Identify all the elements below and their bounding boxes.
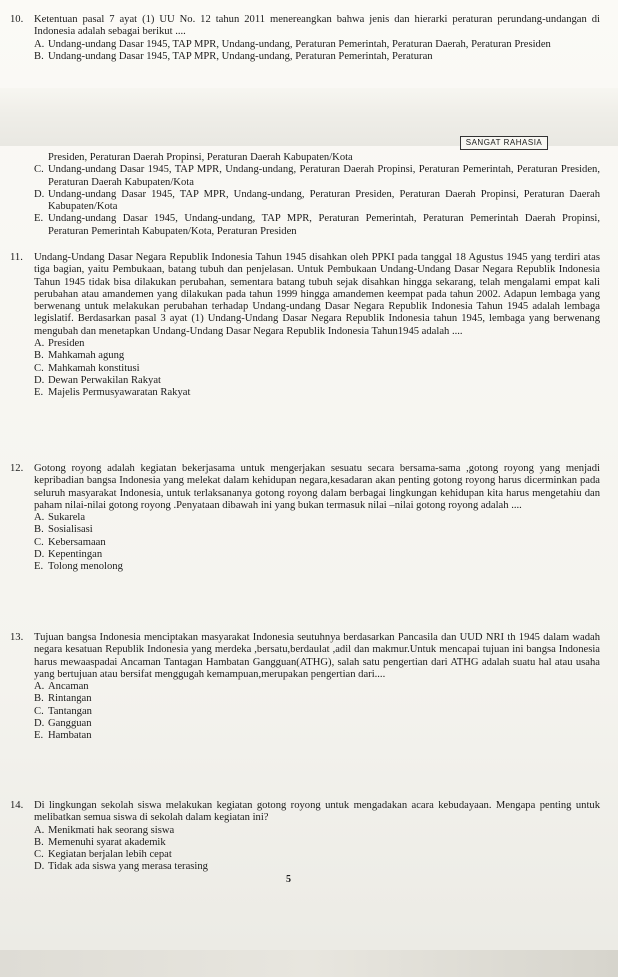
option-letter: E.	[34, 730, 44, 742]
option-text: Presiden	[48, 338, 85, 350]
option-text: Kepentingan	[48, 549, 103, 561]
option-text: Undang-undang Dasar 1945, TAP MPR, Undang-undang, Peraturan Daerah Propinsi, Peraturan Pemerintah, Peraturan Presiden, Peraturan Daerah Kabupaten/Kota	[48, 164, 600, 188]
option-text: Mahkamah agung	[48, 350, 125, 362]
option-c[interactable]	[34, 164, 600, 189]
confidential-stamp: SANGAT RAHASIA	[460, 136, 548, 150]
option-letter: A.	[34, 681, 45, 693]
option-text: Dewan Perwakilan Rakyat	[48, 374, 161, 386]
option-d[interactable]	[34, 375, 600, 387]
option-text: Ancaman	[48, 681, 89, 693]
option-d[interactable]	[34, 189, 600, 214]
option-text: Hambatan	[48, 730, 92, 742]
option-text: Tantangan	[48, 705, 92, 717]
option-list	[34, 39, 600, 64]
option-e[interactable]	[34, 387, 600, 399]
option-letter: B.	[34, 524, 44, 536]
option-text: Kebersamaan	[48, 536, 106, 548]
option-letter: C.	[34, 849, 44, 861]
question-text: Gotong royong adalah kegiatan bekerjasama untuk mengerjakan sesuatu secara bersama-sama ,gotong royong yang menjadi kepribadian bangsa Indonesia yang melekat dalam kehidupan negara,kesadaran akan penting gotong royong harus dicerminkan pada seluruh masyarakat Indonesia, untuk terlaksananya gotong royong dalam berbagai lingkungan kehidupan kita harus mengetahiu dan paham nilai-nilai gotong royong .Penyataan dibawah ini yang bukan termasuk nilai –nilai gotong royong adalah ....	[34, 463, 600, 511]
question-text: Ketentuan pasal 7 ayat (1) UU No. 12 tahun 2011 menereangkan bahwa jenis dan hierarki peraturan perundang-undangan di Indonesia adalah sebagai berikut ....	[34, 14, 600, 38]
option-text: Undang-undang Dasar 1945, TAP MPR, Undang-undang, Peraturan Presiden, Peraturan Daerah Propinsi, Peraturan Daerah Kabupaten/Kota	[48, 188, 600, 213]
question-number: 12.	[10, 463, 24, 474]
option-letter: D.	[34, 861, 45, 873]
underlying-paper-edge	[0, 950, 618, 977]
option-letter: D.	[34, 549, 45, 561]
question-13	[10, 632, 600, 743]
question-text: Undang-Undang Dasar Negara Republik Indonesia Tahun 1945 disahkan oleh PPKI pada tanggal 18 Agustus 1945 yang terdiri atas tiga bagian, yaitu Pembukaan, batang tubuh dan penjelasan. Untuk Pembukaan Undang-Undang Dasar Negara Republik Indonesia Tahun 1945 tidak bisa dilakukan perubahan, sementara batang tubuh sejak disahkan hingga sekarang, telah mengalami empat kali perubahan atau amandemen yang dilakukan pada tahun 1999 hingga amandemen keempat pada tahun 2002. Adapun lembaga yang berwenang untuk melakukan perubahan terhadap Undang-undang Dasar Negara Republik Indonesia Tahun 1945 adalah lembaga legislatif. Berdasarkan pasal 3 ayat (1) Undang-Undang Dasar Negara Republik Indonesia tahun 1945, lembaga yang berwenang mengubah dan menetapkan Undang-Undang Dasar Negara Republik Indonesia Tahun1945 adalah ....	[34, 252, 600, 337]
option-letter: C.	[34, 705, 44, 717]
option-letter: C.	[34, 536, 44, 548]
question-10	[10, 14, 600, 63]
option-b[interactable]	[34, 837, 600, 849]
option-letter: D.	[34, 374, 45, 386]
option-list	[34, 512, 600, 573]
option-letter: B.	[34, 836, 44, 848]
option-list	[34, 681, 600, 742]
question-number: 10.	[10, 14, 24, 25]
option-a[interactable]	[34, 512, 600, 524]
option-text: Tidak ada siswa yang merasa terasing	[48, 861, 208, 873]
option-text: Menikmati hak seorang siswa	[48, 824, 175, 836]
option-list	[34, 825, 600, 874]
option-letter: D.	[34, 718, 45, 730]
option-e[interactable]	[34, 213, 600, 238]
option-e[interactable]	[34, 730, 600, 742]
option-letter: A.	[34, 824, 45, 836]
question-11	[10, 252, 600, 400]
option-text: Tolong menolong	[48, 561, 123, 573]
option-d[interactable]	[34, 549, 600, 561]
option-text: Undang-undang Dasar 1945, TAP MPR, Undang-undang, Peraturan Pemerintah, Peraturan	[48, 50, 433, 62]
question-text: Tujuan bangsa Indonesia menciptakan masyarakat Indonesia seutuhnya berdasarkan Pancasila dan UUD NRI th 1945 dalam wadah negara kesatuan Republik Indonesia yang merdeka ,bersatu,berdaulat ,adil dan makmur.Untuk mencapai tujuan ini bangsa Indonesia harus mewaaspadai Ancaman Tantagan Hambatan Gangguan(ATHG), salah satu pengertian dari ATHG adalah suatu hal atau usaha yang bertujuan atau bersifat menggugah kemampuan,merupakan pengertian dari....	[34, 632, 600, 680]
option-list	[34, 338, 600, 399]
question-text: Di lingkungan sekolah siswa melakukan kegiatan gotong royong untuk mengadakan acara kebudayaan. Mengapa penting untuk melibatkan semua siswa di sekolah dalam kegiatan ini?	[34, 800, 600, 824]
option-letter: A.	[34, 38, 45, 50]
question-10-continued	[34, 152, 600, 238]
option-letter: A.	[34, 338, 45, 350]
question-number: 13.	[10, 632, 24, 643]
option-c[interactable]	[34, 363, 600, 375]
question-number: 14.	[10, 800, 24, 811]
question-14	[10, 800, 600, 874]
option-a[interactable]	[34, 39, 600, 51]
option-letter: B.	[34, 50, 44, 62]
question-12	[10, 463, 600, 574]
question-number: 11.	[10, 252, 23, 263]
option-text: Undang-undang Dasar 1945, Undang-undang, TAP MPR, Peraturan Pemerintah, Peraturan Pemerintah Daerah Propinsi, Peraturan Pemerintah Kabupaten/Kota, Peraturan Presiden	[48, 213, 600, 237]
option-text: Undang-undang Dasar 1945, TAP MPR, Undang-undang, Peraturan Pemerintah, Peraturan Daerah, Peraturan Presiden	[48, 38, 551, 50]
option-text: Memenuhi syarat akademik	[48, 836, 166, 848]
option-text: Kegiatan berjalan lebih cepat	[48, 849, 172, 861]
option-d[interactable]	[34, 861, 600, 873]
option-text: Sosialisasi	[48, 524, 93, 536]
option-letter: B.	[34, 693, 44, 705]
option-text: Mahkamah konstitusi	[48, 362, 140, 374]
option-letter: C.	[34, 164, 44, 176]
option-a[interactable]	[34, 338, 600, 350]
option-text: Rintangan	[48, 693, 92, 705]
option-letter: E.	[34, 213, 44, 225]
option-letter: C.	[34, 362, 44, 374]
option-e[interactable]	[34, 561, 600, 573]
option-c[interactable]	[34, 849, 600, 861]
option-text: Majelis Permusyawaratan Rakyat	[48, 387, 191, 399]
option-c[interactable]	[34, 537, 600, 549]
option-text: Gangguan	[48, 718, 92, 730]
option-b[interactable]	[34, 51, 600, 63]
option-text: Sukarela	[48, 512, 86, 524]
option-a[interactable]	[34, 681, 600, 693]
option-b-continued: Presiden, Peraturan Daerah Propinsi, Peraturan Daerah Kabupaten/Kota	[48, 152, 353, 163]
option-letter: E.	[34, 561, 44, 573]
option-d[interactable]	[34, 718, 600, 730]
option-b[interactable]	[34, 350, 600, 362]
option-letter: B.	[34, 350, 44, 362]
option-b[interactable]	[34, 693, 600, 705]
option-letter: A.	[34, 512, 45, 524]
option-b[interactable]	[34, 524, 600, 536]
option-c[interactable]	[34, 706, 600, 718]
option-letter: E.	[34, 387, 44, 399]
option-a[interactable]	[34, 825, 600, 837]
option-letter: D.	[34, 188, 45, 200]
page-number: 5	[286, 874, 291, 885]
